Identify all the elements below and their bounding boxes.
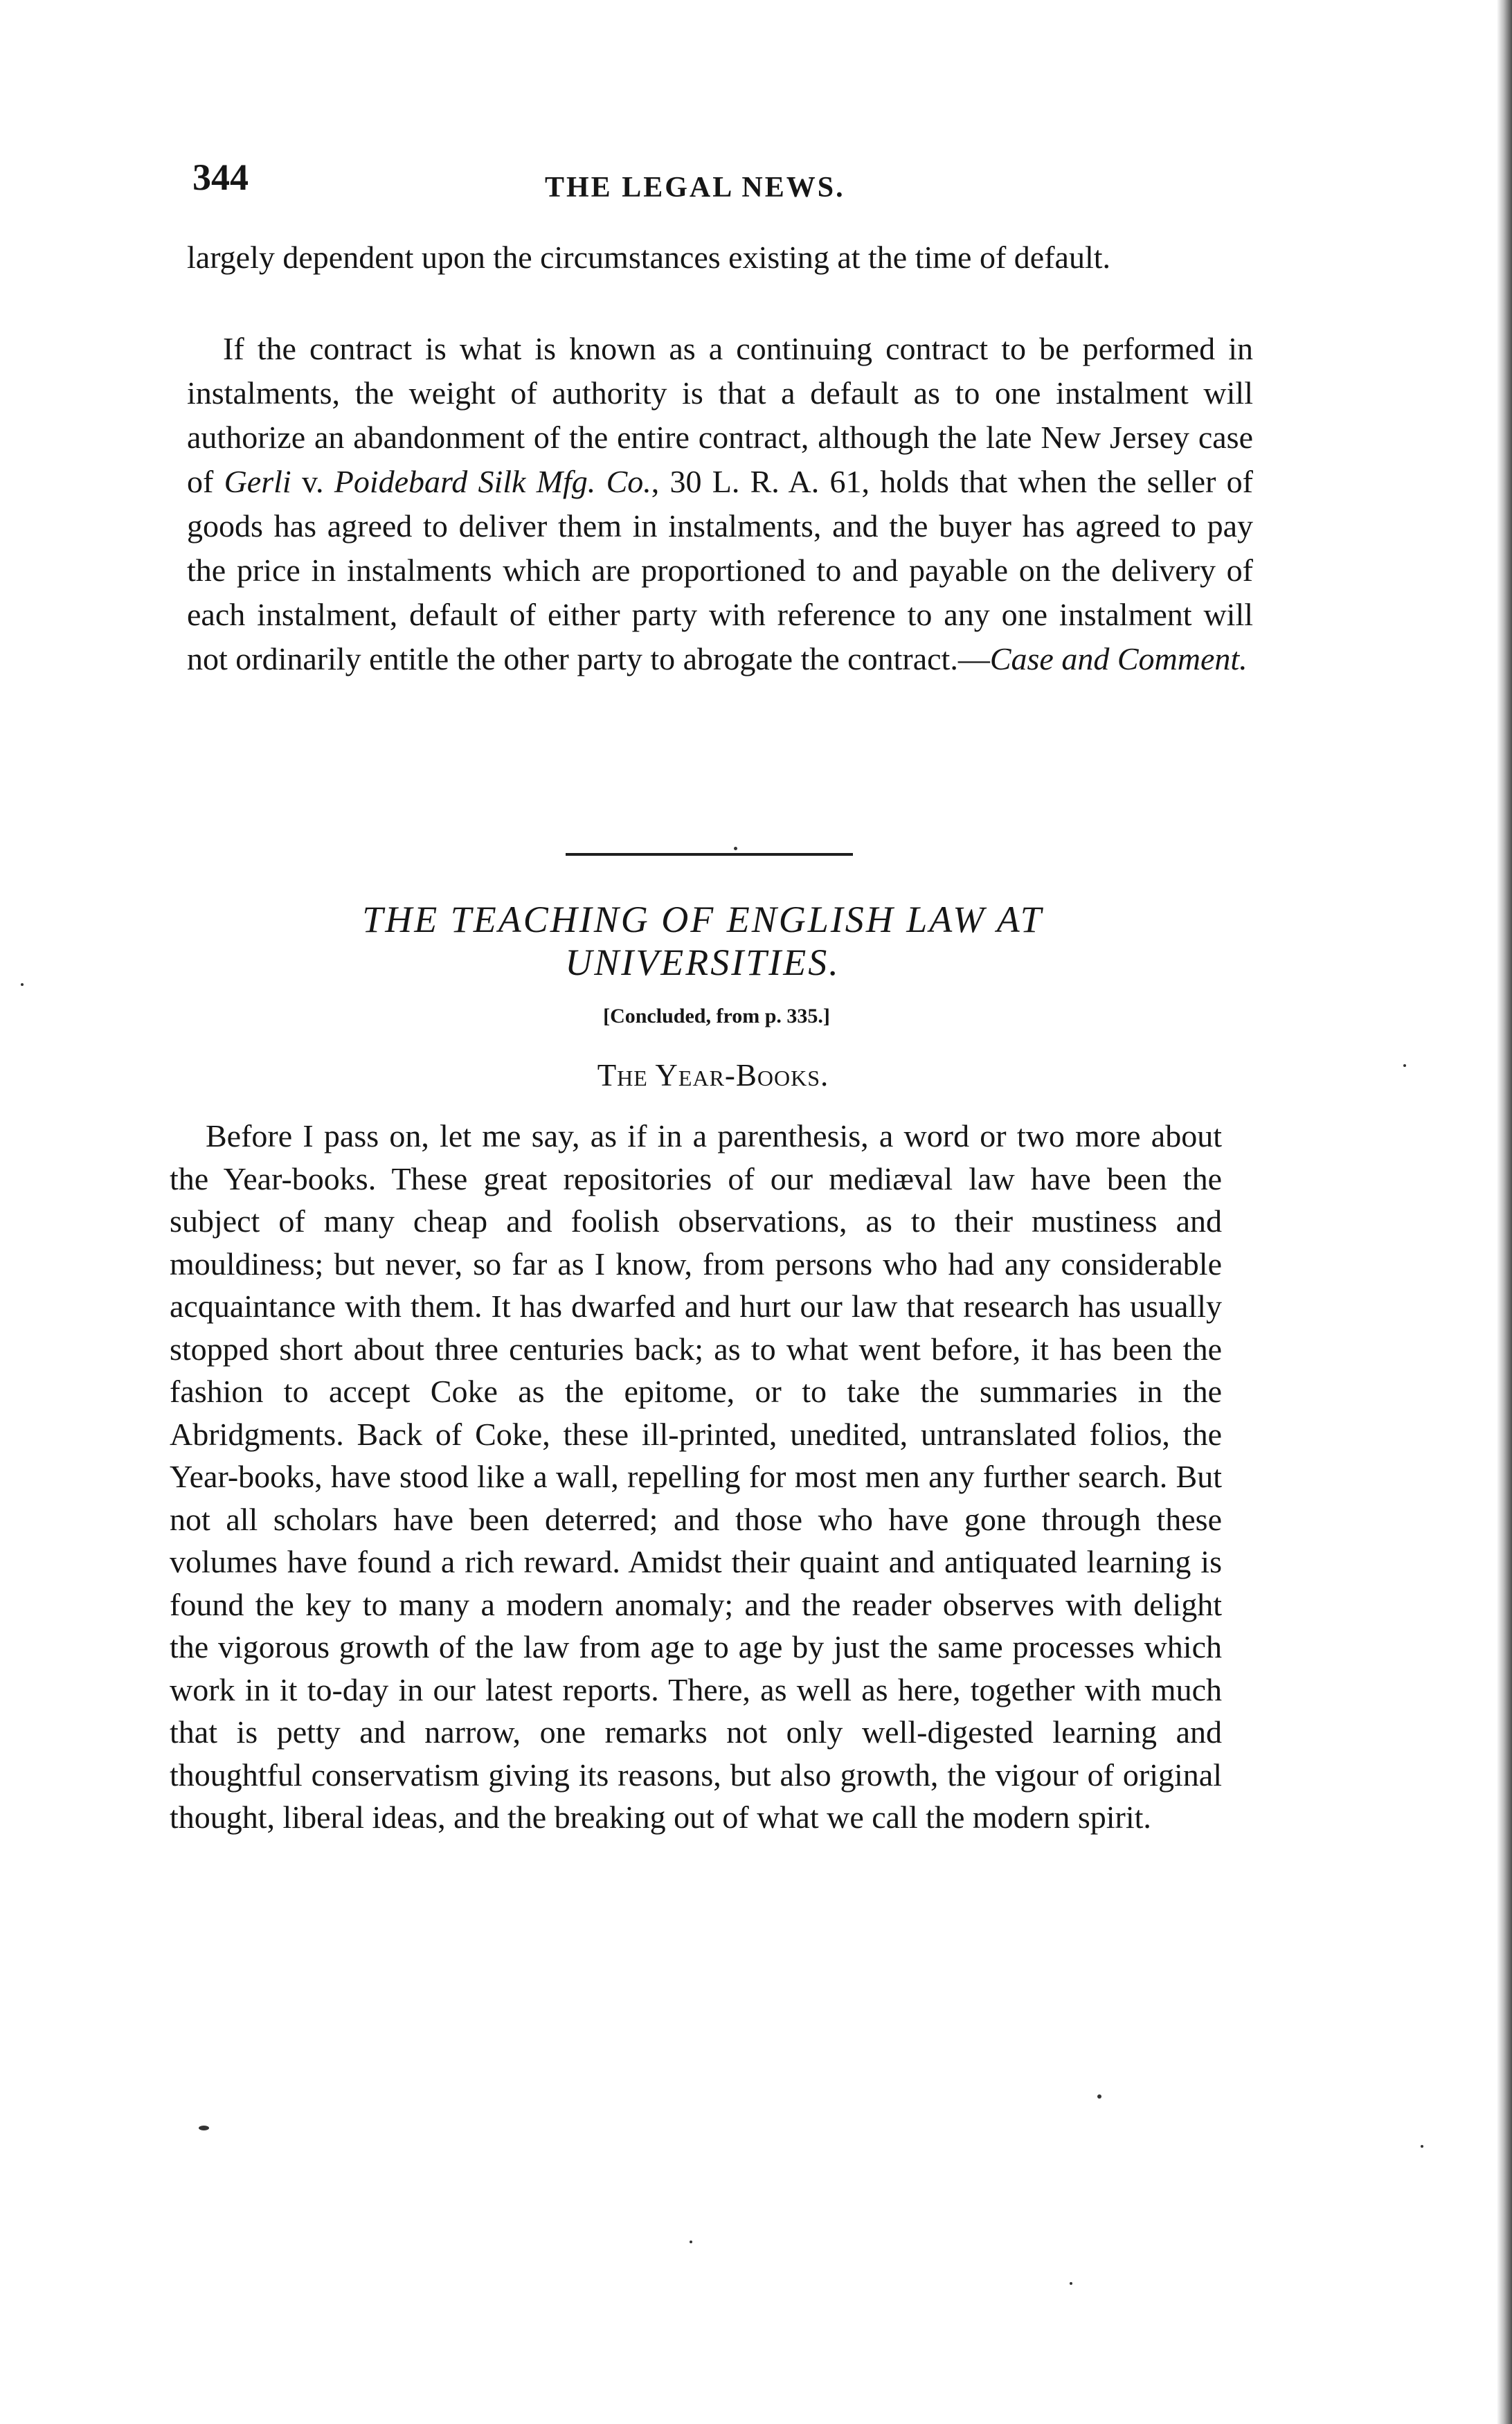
scan-speck bbox=[1097, 2094, 1101, 2099]
contract-text-c: , 30 L. R. A. 61, holds that when the seller of goods has agreed to deliver them in instalments, and the buyer has agreed to pay the price in instalments which are proportioned to and payable on the delivery of each instalment, default of either party with reference to any one instalment will not ordinarily entitle the other party to abrogate the contract.— bbox=[187, 464, 1253, 676]
continued-paragraph bbox=[187, 235, 1253, 280]
contract-text-a: If the contract is what is known as a continuing contract to be performed in instalments, the weight of authority is that a default as to one instalment will authorize an abandonment of the entire contract, although the late New Jersey case of bbox=[187, 331, 1253, 499]
article-title bbox=[256, 898, 1149, 984]
scan-speck bbox=[1421, 2145, 1423, 2148]
concluded-note: [Concluded, from p. 335.] bbox=[603, 1005, 830, 1027]
contract-paragraph-text bbox=[187, 327, 1253, 681]
continued-paragraph-text: largely dependent upon the circumstances existing at the time of default. bbox=[187, 240, 1110, 275]
case-party: Poidebard Silk Mfg. Co. bbox=[334, 464, 651, 499]
source-citation: Case and Comment. bbox=[989, 641, 1248, 676]
running-title: THE LEGAL NEWS. bbox=[545, 172, 845, 204]
page-edge-shadow bbox=[1497, 0, 1512, 2424]
contract-paragraph bbox=[187, 327, 1253, 681]
scan-speck bbox=[21, 983, 24, 986]
article-title-line-2: UNIVERSITIES. bbox=[565, 942, 840, 983]
article-title-line-1: THE TEACHING OF ENGLISH LAW AT bbox=[362, 899, 1043, 940]
page-header bbox=[187, 156, 1253, 211]
scan-speck bbox=[734, 847, 737, 850]
year-books-paragraph-text: Before I pass on, let me say, as if in a parenthesis, a word or two more about the Year-books. These great repositories of our mediæval law have been the subject of many cheap and foolish observations, as to their mustiness and mouldiness; but never, so far as I know, from persons who had any considerable acquaintance with them. It has dwarfed and hurt our law that research has usually stopped short about three centuries back; as to what went before, it has been the fashion to accept Coke as the epitome, or to take the summaries in the Abridgments. Back of Coke, these ill-printed, unedited, untranslated folios, the Year-books, have stood like a wall, repelling for most men any further search. But not all scholars have been deterred; and those who have gone through these volumes have found a rich reward. Amidst their quaint and antiquated learning is found the key to many a modern anomaly; and the reader observes with delight the vigorous growth of the law from age to age by just the same processes which work in it to-day in our latest reports. There, as well as here, together with much that is petty and narrow, one remarks not only well-digested learning and thoughtful conservatism giving its reasons, but also growth, the vigour of original thought, liberal ideas, and the breaking out of what we call the modern spirit. bbox=[170, 1118, 1222, 1835]
scan-speck bbox=[199, 2126, 209, 2130]
scan-speck bbox=[1070, 2282, 1072, 2285]
contract-text-b: v. bbox=[291, 464, 334, 499]
section-divider bbox=[566, 853, 853, 856]
scan-speck bbox=[690, 2241, 692, 2243]
section-heading: The Year-Books. bbox=[597, 1058, 829, 1093]
scan-speck bbox=[1403, 1064, 1406, 1067]
case-name: Gerli bbox=[224, 464, 291, 499]
page-number: 344 bbox=[192, 156, 249, 198]
year-books-paragraph bbox=[170, 1115, 1222, 1839]
